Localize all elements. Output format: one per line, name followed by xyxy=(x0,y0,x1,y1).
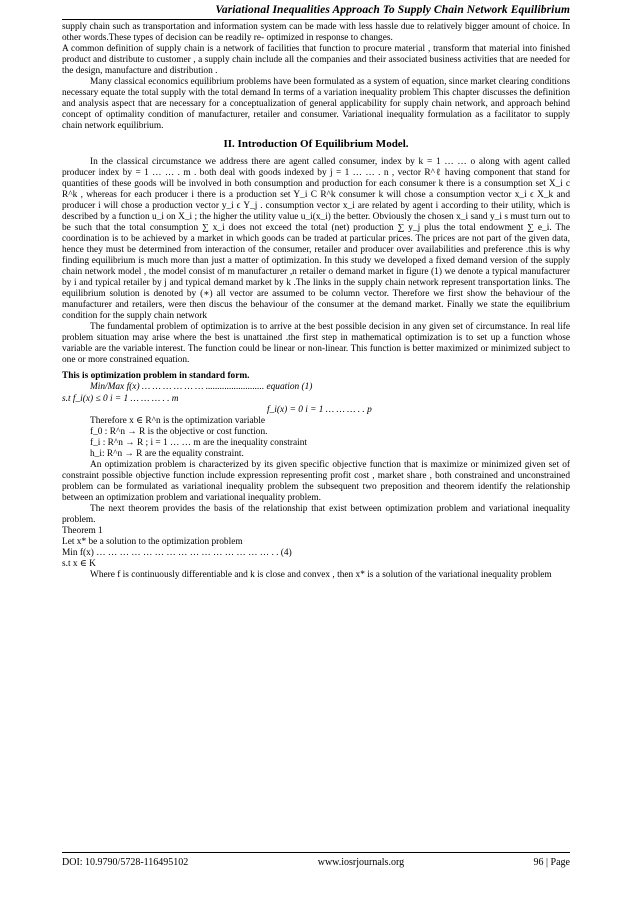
paragraph-1: supply chain such as transportation and information system can be made with less hassle due to relatively bigger amount of choice. In other words.These types of decision can be readily re- optimized in response to changes. xyxy=(62,22,570,44)
paragraph-2: A common definition of supply chain is a network of facilities that function to procure material , transform that material into finished product and distribute to customer , a supply chain include all the companies and their associated business activities that are needed for the design, manufacture and distribution . xyxy=(62,44,570,77)
paragraph-3: Many classical economics equilibrium problems have been formulated as a system of equation, since market clearing conditions necessary equate the total supply with the total demand In terms of a variation inequality problem This chapter discusses the definition and analysis aspect that are necessary for a conceptualization of general applicability for supply chain network, and approach behind concept of optimality condition of manufacturer, retailer and consumer. Variational inequality formulation as a facilitator to supply chain network equilibrium. xyxy=(62,77,570,132)
paragraph-8: Where f is continuously differentiable and k is close and convex , then x* is a solution of the variational inequality problem xyxy=(90,570,552,581)
footer-rule xyxy=(62,852,570,853)
theorem-label: Theorem 1 xyxy=(62,526,103,537)
equation-1: Min/Max f(x) … … … … … … ......................... equation (1) xyxy=(90,382,313,393)
equation-2: s.t f_i(x) ≤ 0 i = 1 … … … . . m xyxy=(62,393,179,404)
header-rule xyxy=(62,19,570,20)
theorem-line-1: Let x* be a solution to the optimization problem xyxy=(62,537,243,548)
paragraph-6: An optimization problem is characterized by its given specific objective function that is maximize or minimized given set of constraint possible objective function include expression representing profit cost , market share , both constrained and unconstrained problem can be formulated as variational inequality problem the subsequent two preposition and theorem identify the relationship between an optimization problem and variational inequality problem. xyxy=(62,459,570,503)
footer-page-number: 96 | Page xyxy=(533,857,570,868)
equality-definition: h_i: R^n → R are the equality constraint. xyxy=(90,448,244,459)
footer-url[interactable]: www.iosrjournals.org xyxy=(317,857,405,868)
footer-doi: DOI: 10.9790/5728-116495102 xyxy=(62,857,189,868)
theorem-line-2: Min f(x) … … … … … … … … … … … … … … … . . (4) xyxy=(62,548,292,559)
paragraph-5: The fundamental problem of optimization is to arrive at the best possible decision in any given set of circumstance. In real life problem situation may arise where the best is unattained .the first step in mathematical optimization is to set up a function whose variable are the variable interest. The function could be linear or non-linear. This function is better maximized or minimized subject to one or more constrained equation. xyxy=(62,322,570,366)
equation-3: f_i(x) = 0 i = 1 … … … . . p xyxy=(267,404,372,415)
section-heading: II. Introduction Of Equilibrium Model. xyxy=(223,138,409,151)
theorem-line-3: s.t x ∈ K xyxy=(62,559,96,570)
standard-form-heading: This is optimization problem in standard form. xyxy=(62,371,250,382)
running-title: Variational Inequalities Approach To Supply Chain Network Equilibrium xyxy=(215,4,570,16)
paragraph-7: The next theorem provides the basis of the relationship that exist between optimization problem and variational inequality problem. xyxy=(62,503,570,526)
page-footer xyxy=(62,857,570,868)
objective-definition: f_0 : R^n → R is the objective or cost function. xyxy=(90,426,268,437)
main-body xyxy=(62,22,570,581)
paragraph-4: In the classical circumstance we address there are agent called consumer, index by k = 1 … … o along with agent called producer index by = 1 … … . m . both deal with goods indexed by j = 1 … … . n , vector R^ℓ having component that stand for quantities of these goods will be involved in both consumption and production for each consumer k there is a consumption set X_i c R^k , whereas for each producer i there is a production set Y_i C R^k consumer k will chose a consumption vector x_i ϵ X_k and producer i will chose a production vector y_i ϵ Y_j . consumption vector x_i are related by agent i according to their utility, which is described by a function u_i on X_i ; the higher the utility value u_i(x_i) the better. Obviously the chosen x_i sand y_i s must turn out to be such that the total consumption ∑ x_i does not exceed the total (net) production ∑ y_j plus the total endowment ∑ e_i. The coordination is to be achieved by a market in which goods can be traded at particular prices. The prices are not part of the given data, hence they must be determined from interaction of the consumer, retailer and producer over availabilities and preference .this is why finding equilibrium is much more than just a matter of optimization. In this study we developed a fixed demand version of the supply chain network model , the model consist of m manufacturer ,n retailer o demand market in figure (1) we denote a typical manufacturer by i and typical retailer by j and typical demand market by k .The links in the supply chain network represent transportation links. The equilibrium solution is denoted by (∗) all vector are assumed to be column vector. Therefore we first show the behaviour of the manufacturer and retailers, were then discus the behaviour of the consumer at the demand market. Finally we state the equilibrium condition for the supply chain network xyxy=(62,156,570,322)
inequality-definition: f_i : R^n → R ; i = 1 … … m are the inequality constraint xyxy=(90,437,308,448)
variable-definition: Therefore x ∈ R^n is the optimization variable xyxy=(90,415,266,426)
